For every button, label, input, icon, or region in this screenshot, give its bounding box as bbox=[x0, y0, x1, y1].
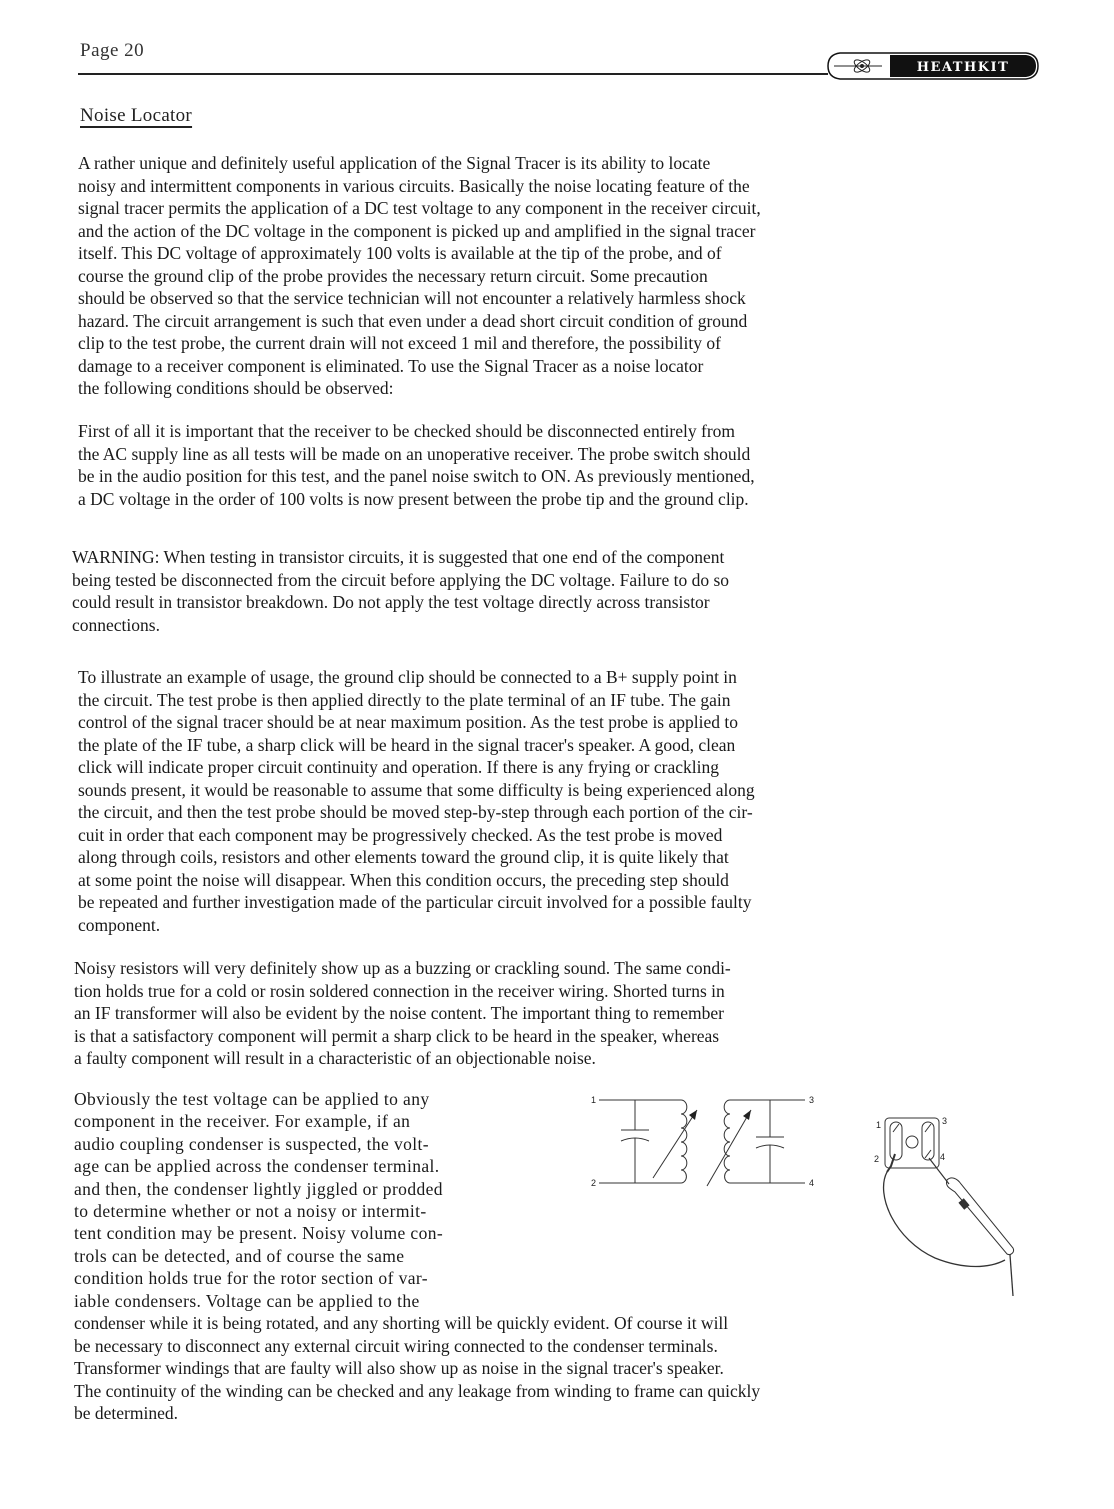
text-line: should be observed so that the service technician will not encounter a relatively harmless shock bbox=[78, 288, 746, 308]
paragraph-condenser-column bbox=[74, 1088, 550, 1312]
text-line: the following conditions should be observed: bbox=[78, 378, 394, 398]
terminal-label: 4 bbox=[940, 1152, 946, 1162]
probe-cable bbox=[1010, 1255, 1013, 1296]
terminal-label: 2 bbox=[591, 1178, 597, 1188]
terminal-label: 3 bbox=[942, 1116, 948, 1126]
text-line: to determine whether or not a noisy or intermit- bbox=[74, 1200, 427, 1221]
adjust-arrow bbox=[653, 1110, 697, 1178]
text-line: be necessary to disconnect any external circuit wiring connected to the condenser terminals. bbox=[74, 1335, 718, 1356]
if-transformer-schematic bbox=[585, 1090, 825, 1190]
text-line: clip to the test probe, the current drain will not exceed 1 mil and therefore, the possibility of bbox=[78, 333, 721, 353]
text-line: be in the audio position for this test, and the panel noise switch to ON. As previously mentioned, bbox=[78, 466, 755, 486]
text-line: Transformer windings that are faulty will also show up as noise in the signal tracer's speaker. bbox=[74, 1358, 724, 1378]
text-line: signal tracer permits the application of a DC test voltage to any component in the receiver circuit, bbox=[78, 198, 761, 218]
terminal-label: 4 bbox=[809, 1178, 815, 1188]
text-line: click will indicate proper circuit continuity and operation. If there is any frying or crackling bbox=[78, 757, 719, 777]
text-line: A rather unique and definitely useful application of the Signal Tracer is its ability to locate bbox=[78, 153, 711, 173]
text-line: along through coils, resistors and other elements toward the ground clip, it is quite likely that bbox=[78, 847, 729, 867]
text-line: The continuity of the winding can be checked and any leakage from winding to frame can quickly bbox=[74, 1380, 761, 1401]
paragraph-condenser-continued bbox=[74, 1312, 1024, 1425]
text-line: cuit in order that each component may be progressively checked. As the test probe is moved bbox=[78, 824, 723, 845]
text-line: WARNING: When testing in transistor circuits, it is suggested that one end of the component bbox=[72, 547, 725, 567]
text-line: tion holds true for a cold or rosin soldered connection in the receiver wiring. Shorted turns in bbox=[74, 980, 725, 1001]
probe-body bbox=[946, 1178, 1013, 1255]
text-line: course the ground clip of the probe provides the necessary return circuit. Some precaution bbox=[78, 265, 708, 286]
terminal-label: 1 bbox=[591, 1095, 597, 1105]
page-number: Page 20 bbox=[80, 40, 145, 61]
terminal-label: 2 bbox=[874, 1154, 880, 1164]
text-line: and the action of the DC voltage in the component is picked up and amplified in the signal tracer bbox=[78, 220, 756, 241]
inductor-coil bbox=[724, 1100, 730, 1183]
text-line: is that a satisfactory component will permit a sharp click to be heard in the speaker, whereas bbox=[74, 1025, 720, 1046]
ground-lead bbox=[884, 1172, 1005, 1267]
text-line: damage to a receiver component is eliminated. To use the Signal Tracer as a noise locator bbox=[78, 355, 704, 376]
text-line: could result in transistor breakdown. Do not apply the test voltage directly across transistor bbox=[72, 592, 710, 612]
text-line: Noisy resistors will very definitely show up as a buzzing or crackling sound. The same condi- bbox=[74, 958, 731, 978]
text-line: the circuit. The test probe is then applied directly to the plate terminal of an IF tube. The gain bbox=[78, 689, 731, 710]
text-line: connections. bbox=[72, 614, 160, 635]
text-line: being tested be disconnected from the circuit before applying the DC voltage. Failure to do so bbox=[72, 569, 730, 590]
text-line: itself. This DC voltage of approximately 100 volts is available at the tip of the probe, and of bbox=[78, 243, 722, 263]
logo-text: HEATHKIT bbox=[916, 60, 1010, 75]
paragraph-setup bbox=[78, 420, 1030, 510]
arrowhead-icon bbox=[689, 1110, 697, 1120]
text-line: control of the signal tracer should be at near maximum position. As the test probe is applied to bbox=[78, 712, 738, 732]
adjust-arrow bbox=[707, 1110, 751, 1186]
paragraph-intro bbox=[78, 152, 1030, 400]
section-title: Noise Locator bbox=[80, 105, 193, 126]
arrowhead-icon bbox=[743, 1110, 751, 1120]
text-line: the circuit, and then the test probe should be moved step-by-step through each portion of the cir- bbox=[78, 802, 753, 822]
text-line: hazard. The circuit arrangement is such that even under a dead short circuit condition of ground bbox=[78, 310, 748, 331]
heathkit-logo bbox=[826, 50, 1040, 82]
probe-connection-pictorial bbox=[865, 1100, 1035, 1300]
text-line: condenser while it is being rotated, and any shorting will be quickly evident. Of course it will bbox=[74, 1313, 729, 1333]
text-line: To illustrate an example of usage, the ground clip should be connected to a B+ supply point in bbox=[78, 667, 737, 687]
text-line: an IF transformer will also be evident by the noise content. The important thing to remember bbox=[74, 1003, 724, 1023]
paragraph-noisy-resistors bbox=[74, 957, 1030, 1070]
text-line: a DC voltage in the order of 100 volts is now present between the probe tip and the ground clip. bbox=[78, 488, 749, 509]
text-line: trols can be detected, and of course the same bbox=[74, 1245, 405, 1266]
text-line: sounds present, it would be reasonable to assume that some difficulty is being experienced along bbox=[78, 779, 755, 800]
warning-paragraph bbox=[72, 546, 1030, 636]
adjust-hole bbox=[906, 1136, 918, 1148]
text-line: iable condensers. Voltage can be applied to the bbox=[74, 1290, 420, 1311]
text-line: noisy and intermittent components in various circuits. Basically the noise locating feature of the bbox=[78, 175, 750, 196]
text-line: Obviously the test voltage can be applied to any bbox=[74, 1089, 430, 1109]
text-line: the plate of the IF tube, a sharp click will be heard in the signal tracer's speaker. A good, clean bbox=[78, 734, 736, 755]
text-line: tent condition may be present. Noisy volume con- bbox=[74, 1223, 444, 1244]
text-line: the AC supply line as all tests will be made on an unoperative receiver. The probe switch should bbox=[78, 443, 751, 464]
header-rule bbox=[78, 73, 828, 75]
paragraph-example bbox=[78, 666, 1030, 936]
text-line: be determined. bbox=[74, 1403, 178, 1423]
text-line: component in the receiver. For example, if an bbox=[74, 1111, 411, 1132]
text-line: age can be applied across the condenser terminal. bbox=[74, 1156, 440, 1177]
terminal-label: 1 bbox=[876, 1120, 882, 1130]
inductor-coil bbox=[681, 1100, 687, 1183]
text-line: be repeated and further investigation made of the particular circuit involved for a possible faulty bbox=[78, 892, 752, 912]
text-line: a faulty component will result in a characteristic of an objectionable noise. bbox=[74, 1048, 596, 1068]
terminal-label: 3 bbox=[809, 1095, 815, 1105]
text-line: at some point the noise will disappear. When this condition occurs, the preceding step should bbox=[78, 869, 729, 890]
text-line: and then, the condenser lightly jiggled or prodded bbox=[74, 1178, 443, 1199]
text-line: component. bbox=[78, 914, 161, 935]
text-line: condition holds true for the rotor section of var- bbox=[74, 1268, 429, 1289]
text-line: audio coupling condenser is suspected, the volt- bbox=[74, 1133, 430, 1154]
text-line: First of all it is important that the receiver to be checked should be disconnected entirely from bbox=[78, 421, 736, 441]
